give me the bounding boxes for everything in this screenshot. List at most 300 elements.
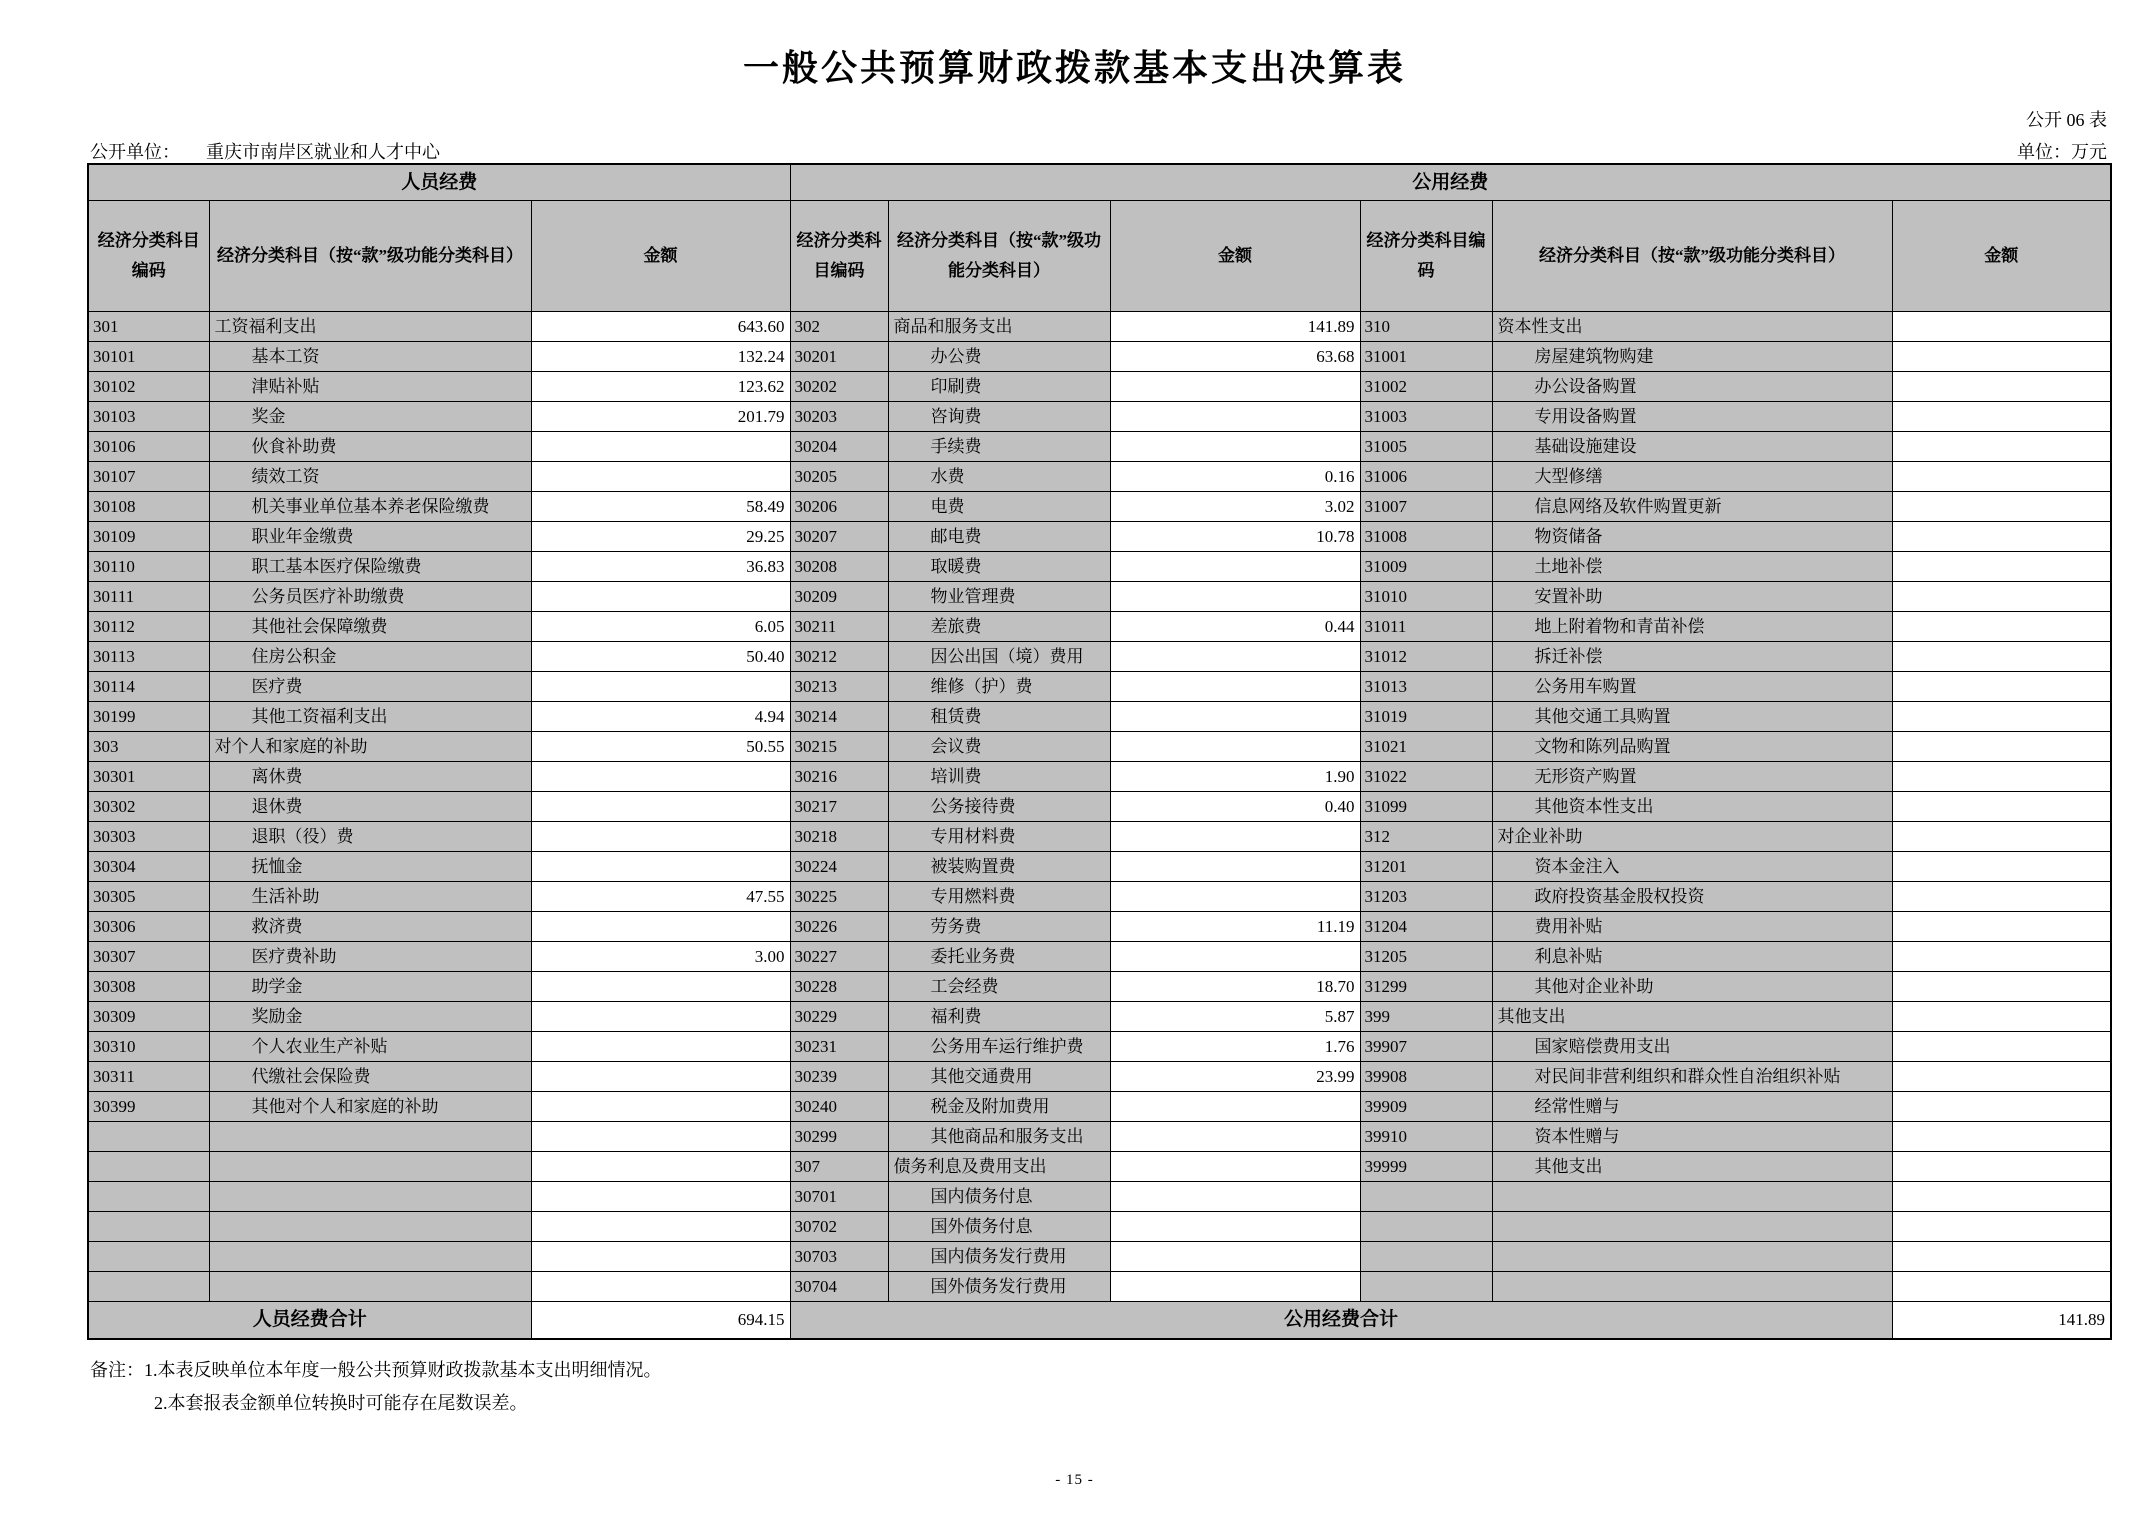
table-row [88, 1242, 2111, 1272]
personnel-code-cell: 30109 [88, 522, 209, 552]
public-code-cell: 30701 [790, 1182, 888, 1212]
table-row [88, 642, 2111, 672]
personnel-code-cell: 30103 [88, 402, 209, 432]
capital-amount-cell [1892, 612, 2111, 642]
personnel-subject-cell: 医疗费 [209, 672, 531, 702]
capital-subject-cell: 公务用车购置 [1492, 672, 1892, 702]
public-subject-cell: 其他交通费用 [888, 1062, 1110, 1092]
public-code-cell: 307 [790, 1152, 888, 1182]
public-subject-cell: 差旅费 [888, 612, 1110, 642]
capital-subject-cell: 政府投资基金股权投资 [1492, 882, 1892, 912]
public-amount-cell [1110, 1242, 1360, 1272]
public-subject-cell: 因公出国（境）费用 [888, 642, 1110, 672]
personnel-code-cell: 30310 [88, 1032, 209, 1062]
personnel-amount-cell [531, 1212, 790, 1242]
table-row [88, 942, 2111, 972]
personnel-code-cell: 30302 [88, 792, 209, 822]
table-row [88, 822, 2111, 852]
personnel-amount-cell [531, 1122, 790, 1152]
personnel-amount-cell [531, 792, 790, 822]
public-amount-cell [1110, 1182, 1360, 1212]
personnel-amount-cell: 50.55 [531, 732, 790, 762]
personnel-code-cell: 30112 [88, 612, 209, 642]
public-amount-cell: 63.68 [1110, 342, 1360, 372]
table-row [88, 462, 2111, 492]
public-amount-cell [1110, 1122, 1360, 1152]
capital-code-cell: 31010 [1360, 582, 1492, 612]
personnel-amount-cell [531, 852, 790, 882]
capital-subject-cell: 安置补助 [1492, 582, 1892, 612]
personnel-subject-cell: 基本工资 [209, 342, 531, 372]
table-row [88, 402, 2111, 432]
capital-amount-cell [1892, 1152, 2111, 1182]
table-row [88, 1272, 2111, 1302]
public-subject-cell: 咨询费 [888, 402, 1110, 432]
personnel-amount-cell: 47.55 [531, 882, 790, 912]
capital-code-cell: 31003 [1360, 402, 1492, 432]
public-code-cell: 30201 [790, 342, 888, 372]
col-header-personnel-amount: 金额 [531, 201, 790, 312]
capital-amount-cell [1892, 1092, 2111, 1122]
public-subject-cell: 租赁费 [888, 702, 1110, 732]
public-code-cell: 30217 [790, 792, 888, 822]
public-subject-cell: 劳务费 [888, 912, 1110, 942]
capital-code-cell: 31022 [1360, 762, 1492, 792]
public-subject-cell: 国内债务发行费用 [888, 1242, 1110, 1272]
personnel-subject-cell [209, 1212, 531, 1242]
capital-subject-cell [1492, 1182, 1892, 1212]
personnel-amount-cell [531, 582, 790, 612]
public-code-cell: 30240 [790, 1092, 888, 1122]
public-amount-cell: 0.16 [1110, 462, 1360, 492]
capital-code-cell: 31013 [1360, 672, 1492, 702]
public-code-cell: 30229 [790, 1002, 888, 1032]
col-header-public-amount: 金额 [1110, 201, 1360, 312]
capital-subject-cell: 文物和陈列品购置 [1492, 732, 1892, 762]
capital-code-cell: 39999 [1360, 1152, 1492, 1182]
capital-amount-cell [1892, 492, 2111, 522]
personnel-amount-cell: 58.49 [531, 492, 790, 522]
personnel-amount-cell: 29.25 [531, 522, 790, 552]
personnel-amount-cell: 123.62 [531, 372, 790, 402]
capital-amount-cell [1892, 312, 2111, 342]
personnel-subject-cell: 生活补助 [209, 882, 531, 912]
personnel-amount-cell: 4.94 [531, 702, 790, 732]
public-code-cell: 30215 [790, 732, 888, 762]
table-row [88, 792, 2111, 822]
personnel-subject-cell: 机关事业单位基本养老保险缴费 [209, 492, 531, 522]
capital-subject-cell: 物资储备 [1492, 522, 1892, 552]
public-code-cell: 30208 [790, 552, 888, 582]
capital-subject-cell: 资本金注入 [1492, 852, 1892, 882]
table-row [88, 702, 2111, 732]
personnel-subject-cell: 绩效工资 [209, 462, 531, 492]
capital-amount-cell [1892, 792, 2111, 822]
table-row [88, 492, 2111, 522]
public-code-cell: 30299 [790, 1122, 888, 1152]
personnel-code-cell: 30108 [88, 492, 209, 522]
col-header-personnel-subject: 经济分类科目（按“款”级功能分类科目） [209, 201, 531, 312]
public-subject-cell: 国外债务发行费用 [888, 1272, 1110, 1302]
public-amount-cell [1110, 1152, 1360, 1182]
public-code-cell: 30703 [790, 1242, 888, 1272]
capital-subject-cell: 拆迁补偿 [1492, 642, 1892, 672]
capital-subject-cell: 其他支出 [1492, 1152, 1892, 1182]
capital-amount-cell [1892, 552, 2111, 582]
personnel-code-cell: 30308 [88, 972, 209, 1002]
public-code-cell: 30226 [790, 912, 888, 942]
table-row [88, 852, 2111, 882]
capital-code-cell: 31203 [1360, 882, 1492, 912]
personnel-amount-cell: 643.60 [531, 312, 790, 342]
personnel-subject-cell: 津贴补贴 [209, 372, 531, 402]
personnel-subject-cell [209, 1272, 531, 1302]
capital-amount-cell [1892, 642, 2111, 672]
public-code-cell: 30239 [790, 1062, 888, 1092]
public-code-cell: 30211 [790, 612, 888, 642]
personnel-subject-cell: 伙食补助费 [209, 432, 531, 462]
public-amount-cell: 11.19 [1110, 912, 1360, 942]
capital-code-cell: 31205 [1360, 942, 1492, 972]
personnel-subject-cell: 奖励金 [209, 1002, 531, 1032]
personnel-code-cell [88, 1122, 209, 1152]
public-code-cell: 30213 [790, 672, 888, 702]
personnel-subject-cell: 退休费 [209, 792, 531, 822]
capital-code-cell: 31204 [1360, 912, 1492, 942]
public-amount-cell [1110, 1212, 1360, 1242]
public-amount-cell: 0.40 [1110, 792, 1360, 822]
capital-code-cell: 31008 [1360, 522, 1492, 552]
personnel-code-cell: 30113 [88, 642, 209, 672]
table-row [88, 1212, 2111, 1242]
personnel-amount-cell [531, 822, 790, 852]
public-subject-cell: 国内债务付息 [888, 1182, 1110, 1212]
capital-code-cell [1360, 1272, 1492, 1302]
public-amount-cell [1110, 582, 1360, 612]
table-row [88, 1062, 2111, 1092]
capital-code-cell: 31012 [1360, 642, 1492, 672]
public-subject-cell: 委托业务费 [888, 942, 1110, 972]
capital-subject-cell: 信息网络及软件购置更新 [1492, 492, 1892, 522]
personnel-subject-cell: 退职（役）费 [209, 822, 531, 852]
personnel-code-cell [88, 1182, 209, 1212]
personnel-amount-cell: 3.00 [531, 942, 790, 972]
public-subject-cell: 印刷费 [888, 372, 1110, 402]
personnel-subject-cell: 其他对个人和家庭的补助 [209, 1092, 531, 1122]
public-amount-cell: 1.76 [1110, 1032, 1360, 1062]
summary-personnel-amount: 694.15 [531, 1302, 790, 1340]
public-amount-cell [1110, 702, 1360, 732]
public-amount-cell: 18.70 [1110, 972, 1360, 1002]
table-row [88, 1152, 2111, 1182]
public-amount-cell: 10.78 [1110, 522, 1360, 552]
public-subject-cell: 债务利息及费用支出 [888, 1152, 1110, 1182]
public-subject-cell: 邮电费 [888, 522, 1110, 552]
personnel-amount-cell: 50.40 [531, 642, 790, 672]
public-code-cell: 30203 [790, 402, 888, 432]
table-number: 公开 06 表 [2026, 110, 2107, 130]
capital-subject-cell: 其他交通工具购置 [1492, 702, 1892, 732]
table-row [88, 342, 2111, 372]
public-subject-cell: 工会经费 [888, 972, 1110, 1002]
capital-subject-cell: 对民间非营利组织和群众性自治组织补贴 [1492, 1062, 1892, 1092]
personnel-code-cell [88, 1212, 209, 1242]
personnel-code-cell: 30102 [88, 372, 209, 402]
public-subject-cell: 手续费 [888, 432, 1110, 462]
public-amount-cell: 141.89 [1110, 312, 1360, 342]
personnel-subject-cell: 对个人和家庭的补助 [209, 732, 531, 762]
public-subject-cell: 国外债务付息 [888, 1212, 1110, 1242]
capital-subject-cell: 地上附着物和青苗补偿 [1492, 612, 1892, 642]
capital-amount-cell [1892, 582, 2111, 612]
public-code-cell: 30209 [790, 582, 888, 612]
public-amount-cell [1110, 552, 1360, 582]
capital-amount-cell [1892, 972, 2111, 1002]
capital-amount-cell [1892, 1122, 2111, 1152]
public-amount-cell [1110, 642, 1360, 672]
personnel-subject-cell: 奖金 [209, 402, 531, 432]
capital-subject-cell: 大型修缮 [1492, 462, 1892, 492]
capital-code-cell: 31011 [1360, 612, 1492, 642]
col-header-public-subject: 经济分类科目（按“款”级功能分类科目） [888, 201, 1110, 312]
personnel-code-cell: 30303 [88, 822, 209, 852]
capital-subject-cell [1492, 1212, 1892, 1242]
public-subject-cell: 办公费 [888, 342, 1110, 372]
public-amount-cell [1110, 432, 1360, 462]
table-row [88, 1032, 2111, 1062]
capital-subject-cell: 基础设施建设 [1492, 432, 1892, 462]
public-code-cell: 30702 [790, 1212, 888, 1242]
table-row [88, 582, 2111, 612]
table-row [88, 522, 2111, 552]
capital-subject-cell: 费用补贴 [1492, 912, 1892, 942]
personnel-amount-cell [531, 672, 790, 702]
capital-code-cell: 31002 [1360, 372, 1492, 402]
personnel-subject-cell: 医疗费补助 [209, 942, 531, 972]
page-number: - 15 - [1055, 1472, 1094, 1488]
public-amount-cell [1110, 732, 1360, 762]
personnel-code-cell: 303 [88, 732, 209, 762]
unit-label: 单位：万元 [2017, 142, 2107, 162]
table-row [88, 732, 2111, 762]
capital-amount-cell [1892, 1182, 2111, 1212]
personnel-amount-cell: 201.79 [531, 402, 790, 432]
table-row [88, 972, 2111, 1002]
personnel-amount-cell [531, 1272, 790, 1302]
col-header-public-code: 经济分类科目编码 [790, 201, 888, 312]
public-subject-cell: 电费 [888, 492, 1110, 522]
capital-amount-cell [1892, 732, 2111, 762]
personnel-subject-cell [209, 1152, 531, 1182]
capital-code-cell: 31299 [1360, 972, 1492, 1002]
capital-subject-cell: 无形资产购置 [1492, 762, 1892, 792]
personnel-code-cell: 30106 [88, 432, 209, 462]
personnel-subject-cell: 抚恤金 [209, 852, 531, 882]
table-row [88, 612, 2111, 642]
public-code-cell: 30228 [790, 972, 888, 1002]
summary-row [88, 1302, 2111, 1340]
public-amount-cell [1110, 942, 1360, 972]
public-amount-cell [1110, 672, 1360, 702]
capital-code-cell: 31019 [1360, 702, 1492, 732]
personnel-code-cell: 30110 [88, 552, 209, 582]
public-code-cell: 30207 [790, 522, 888, 552]
public-code-cell: 30704 [790, 1272, 888, 1302]
public-amount-cell: 23.99 [1110, 1062, 1360, 1092]
capital-code-cell: 31007 [1360, 492, 1492, 522]
public-subject-cell: 专用材料费 [888, 822, 1110, 852]
personnel-subject-cell: 公务员医疗补助缴费 [209, 582, 531, 612]
capital-amount-cell [1892, 522, 2111, 552]
public-code-cell: 30224 [790, 852, 888, 882]
capital-subject-cell: 其他资本性支出 [1492, 792, 1892, 822]
personnel-amount-cell [531, 1152, 790, 1182]
capital-code-cell: 31006 [1360, 462, 1492, 492]
capital-amount-cell [1892, 342, 2111, 372]
public-amount-cell [1110, 1272, 1360, 1302]
capital-subject-cell: 土地补偿 [1492, 552, 1892, 582]
personnel-code-cell: 30306 [88, 912, 209, 942]
capital-code-cell [1360, 1242, 1492, 1272]
public-subject-cell: 被装购置费 [888, 852, 1110, 882]
personnel-subject-cell: 救济费 [209, 912, 531, 942]
personnel-subject-cell: 职业年金缴费 [209, 522, 531, 552]
capital-subject-cell [1492, 1242, 1892, 1272]
personnel-amount-cell: 36.83 [531, 552, 790, 582]
notes [90, 1354, 662, 1420]
public-code-cell: 30205 [790, 462, 888, 492]
note-line-2: 2.本套报表金额单位转换时可能存在尾数误差。 [154, 1393, 528, 1413]
personnel-code-cell: 30199 [88, 702, 209, 732]
personnel-code-cell: 30311 [88, 1062, 209, 1092]
public-subject-cell: 专用燃料费 [888, 882, 1110, 912]
public-subject-cell: 维修（护）费 [888, 672, 1110, 702]
personnel-subject-cell: 职工基本医疗保险缴费 [209, 552, 531, 582]
capital-code-cell: 31005 [1360, 432, 1492, 462]
capital-amount-cell [1892, 672, 2111, 702]
personnel-amount-cell [531, 1182, 790, 1212]
table-row [88, 372, 2111, 402]
table-row [88, 882, 2111, 912]
capital-code-cell: 31001 [1360, 342, 1492, 372]
summary-personnel-label: 人员经费合计 [88, 1302, 531, 1340]
personnel-amount-cell [531, 432, 790, 462]
column-header-row [88, 201, 2111, 312]
capital-subject-cell: 国家赔偿费用支出 [1492, 1032, 1892, 1062]
summary-public-amount: 141.89 [1892, 1302, 2111, 1340]
publisher-name: 重庆市南岸区就业和人才中心 [206, 142, 440, 162]
table-row [88, 672, 2111, 702]
capital-subject-cell: 办公设备购置 [1492, 372, 1892, 402]
public-subject-cell: 公务接待费 [888, 792, 1110, 822]
table-row [88, 1002, 2111, 1032]
col-header-personnel-code: 经济分类科目编码 [88, 201, 209, 312]
publisher-line [90, 138, 440, 164]
page-title: 一般公共预算财政拨款基本支出决算表 [742, 48, 1406, 88]
group-header-row [88, 164, 2111, 201]
capital-amount-cell [1892, 432, 2111, 462]
capital-subject-cell: 利息补贴 [1492, 942, 1892, 972]
personnel-code-cell: 301 [88, 312, 209, 342]
group-header-public: 公用经费 [790, 164, 2111, 201]
capital-amount-cell [1892, 1032, 2111, 1062]
capital-code-cell: 31201 [1360, 852, 1492, 882]
public-code-cell: 302 [790, 312, 888, 342]
personnel-subject-cell: 住房公积金 [209, 642, 531, 672]
personnel-subject-cell: 工资福利支出 [209, 312, 531, 342]
public-amount-cell: 0.44 [1110, 612, 1360, 642]
personnel-code-cell: 30304 [88, 852, 209, 882]
capital-code-cell: 31009 [1360, 552, 1492, 582]
personnel-subject-cell: 个人农业生产补贴 [209, 1032, 531, 1062]
table-row [88, 762, 2111, 792]
public-subject-cell: 取暖费 [888, 552, 1110, 582]
capital-amount-cell [1892, 702, 2111, 732]
public-amount-cell [1110, 1092, 1360, 1122]
public-subject-cell: 商品和服务支出 [888, 312, 1110, 342]
capital-subject-cell: 资本性支出 [1492, 312, 1892, 342]
capital-subject-cell: 房屋建筑物购建 [1492, 342, 1892, 372]
table-row [88, 912, 2111, 942]
col-header-capital-code: 经济分类科目编码 [1360, 201, 1492, 312]
personnel-code-cell: 30301 [88, 762, 209, 792]
capital-code-cell: 312 [1360, 822, 1492, 852]
capital-amount-cell [1892, 822, 2111, 852]
capital-subject-cell: 对企业补助 [1492, 822, 1892, 852]
capital-subject-cell: 资本性赠与 [1492, 1122, 1892, 1152]
personnel-subject-cell [209, 1242, 531, 1272]
capital-amount-cell [1892, 372, 2111, 402]
capital-subject-cell: 其他对企业补助 [1492, 972, 1892, 1002]
summary-public-label: 公用经费合计 [790, 1302, 1892, 1340]
col-header-capital-subject: 经济分类科目（按“款”级功能分类科目） [1492, 201, 1892, 312]
table-row [88, 1182, 2111, 1212]
personnel-code-cell: 30107 [88, 462, 209, 492]
budget-table [87, 163, 2112, 1340]
capital-code-cell [1360, 1212, 1492, 1242]
public-subject-cell: 公务用车运行维护费 [888, 1032, 1110, 1062]
public-subject-cell: 水费 [888, 462, 1110, 492]
public-code-cell: 30216 [790, 762, 888, 792]
capital-code-cell: 39907 [1360, 1032, 1492, 1062]
public-subject-cell: 福利费 [888, 1002, 1110, 1032]
personnel-subject-cell: 离休费 [209, 762, 531, 792]
capital-code-cell: 399 [1360, 1002, 1492, 1032]
public-subject-cell: 会议费 [888, 732, 1110, 762]
capital-code-cell: 31099 [1360, 792, 1492, 822]
capital-amount-cell [1892, 912, 2111, 942]
table-row [88, 432, 2111, 462]
capital-code-cell: 31021 [1360, 732, 1492, 762]
personnel-code-cell: 30305 [88, 882, 209, 912]
public-code-cell: 30206 [790, 492, 888, 522]
capital-code-cell: 310 [1360, 312, 1492, 342]
table-row [88, 1092, 2111, 1122]
capital-code-cell: 39908 [1360, 1062, 1492, 1092]
public-code-cell: 30218 [790, 822, 888, 852]
personnel-amount-cell: 6.05 [531, 612, 790, 642]
personnel-subject-cell: 其他工资福利支出 [209, 702, 531, 732]
public-code-cell: 30212 [790, 642, 888, 672]
personnel-code-cell: 30307 [88, 942, 209, 972]
capital-amount-cell [1892, 462, 2111, 492]
personnel-code-cell: 30114 [88, 672, 209, 702]
public-amount-cell: 1.90 [1110, 762, 1360, 792]
table-row [88, 552, 2111, 582]
group-header-personnel: 人员经费 [88, 164, 790, 201]
personnel-subject-cell: 助学金 [209, 972, 531, 1002]
public-amount-cell [1110, 822, 1360, 852]
